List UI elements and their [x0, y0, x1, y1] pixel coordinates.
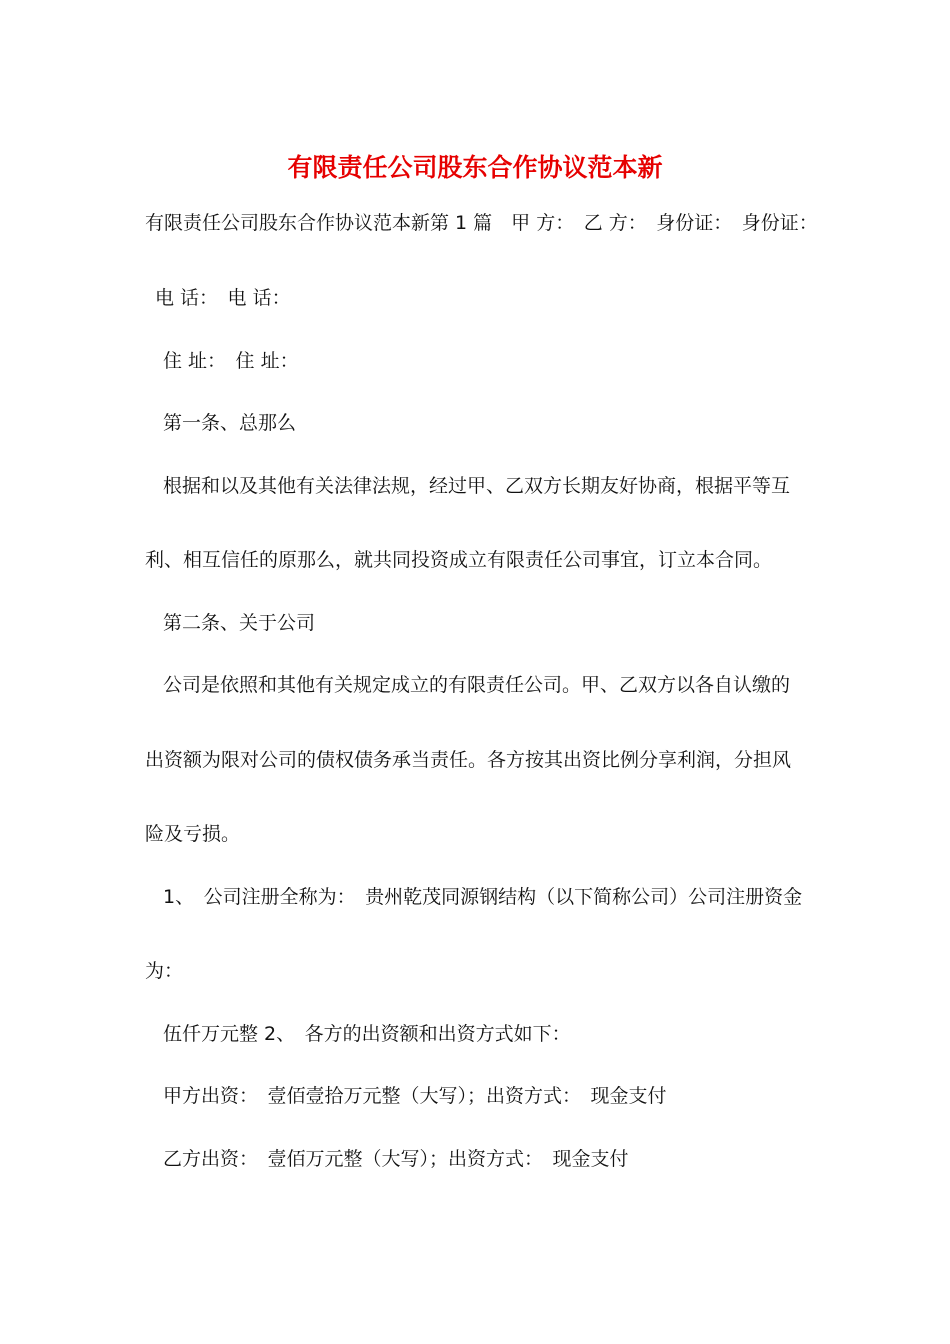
paragraph-line: 为： [145, 960, 184, 982]
paragraph-line: 电 话： 电 话： [155, 287, 291, 309]
paragraph-line: 有限责任公司股东合作协议范本新第 1 篇 甲 方： 乙 方： 身份证： 身份证： [145, 212, 818, 234]
paragraph-line: 利、相互信任的原那么，就共同投资成立有限责任公司事宜，订立本合同。 [145, 549, 773, 571]
paragraph-line: 1、 公司注册全称为： 贵州乾茂同源钢结构（以下简称公司）公司注册资金 [163, 886, 803, 908]
paragraph-line: 出资额为限对公司的债权债务承当责任。各方按其出资比例分享利润，分担风 [145, 749, 792, 771]
section-heading: 第二条、关于公司 [163, 612, 316, 634]
paragraph-line: 住 址： 住 址： [163, 350, 299, 372]
paragraph-line: 乙方出资： 壹佰万元整（大写）；出资方式： 现金支付 [163, 1148, 629, 1170]
paragraph-line: 根据和以及其他有关法律法规，经过甲、乙双方长期友好协商，根据平等互 [163, 475, 791, 497]
paragraph-line: 甲方出资： 壹佰壹拾万元整（大写）；出资方式： 现金支付 [163, 1085, 667, 1107]
paragraph-line: 险及亏损。 [145, 823, 241, 845]
paragraph-line: 伍仟万元整 2、 各方的出资额和出资方式如下： [163, 1023, 571, 1045]
paragraph-line: 公司是依照和其他有关规定成立的有限责任公司。甲、乙双方以各自认缴的 [163, 674, 791, 696]
section-heading: 第一条、总那么 [163, 412, 297, 434]
document-title: 有限责任公司股东合作协议范本新 [287, 153, 663, 182]
